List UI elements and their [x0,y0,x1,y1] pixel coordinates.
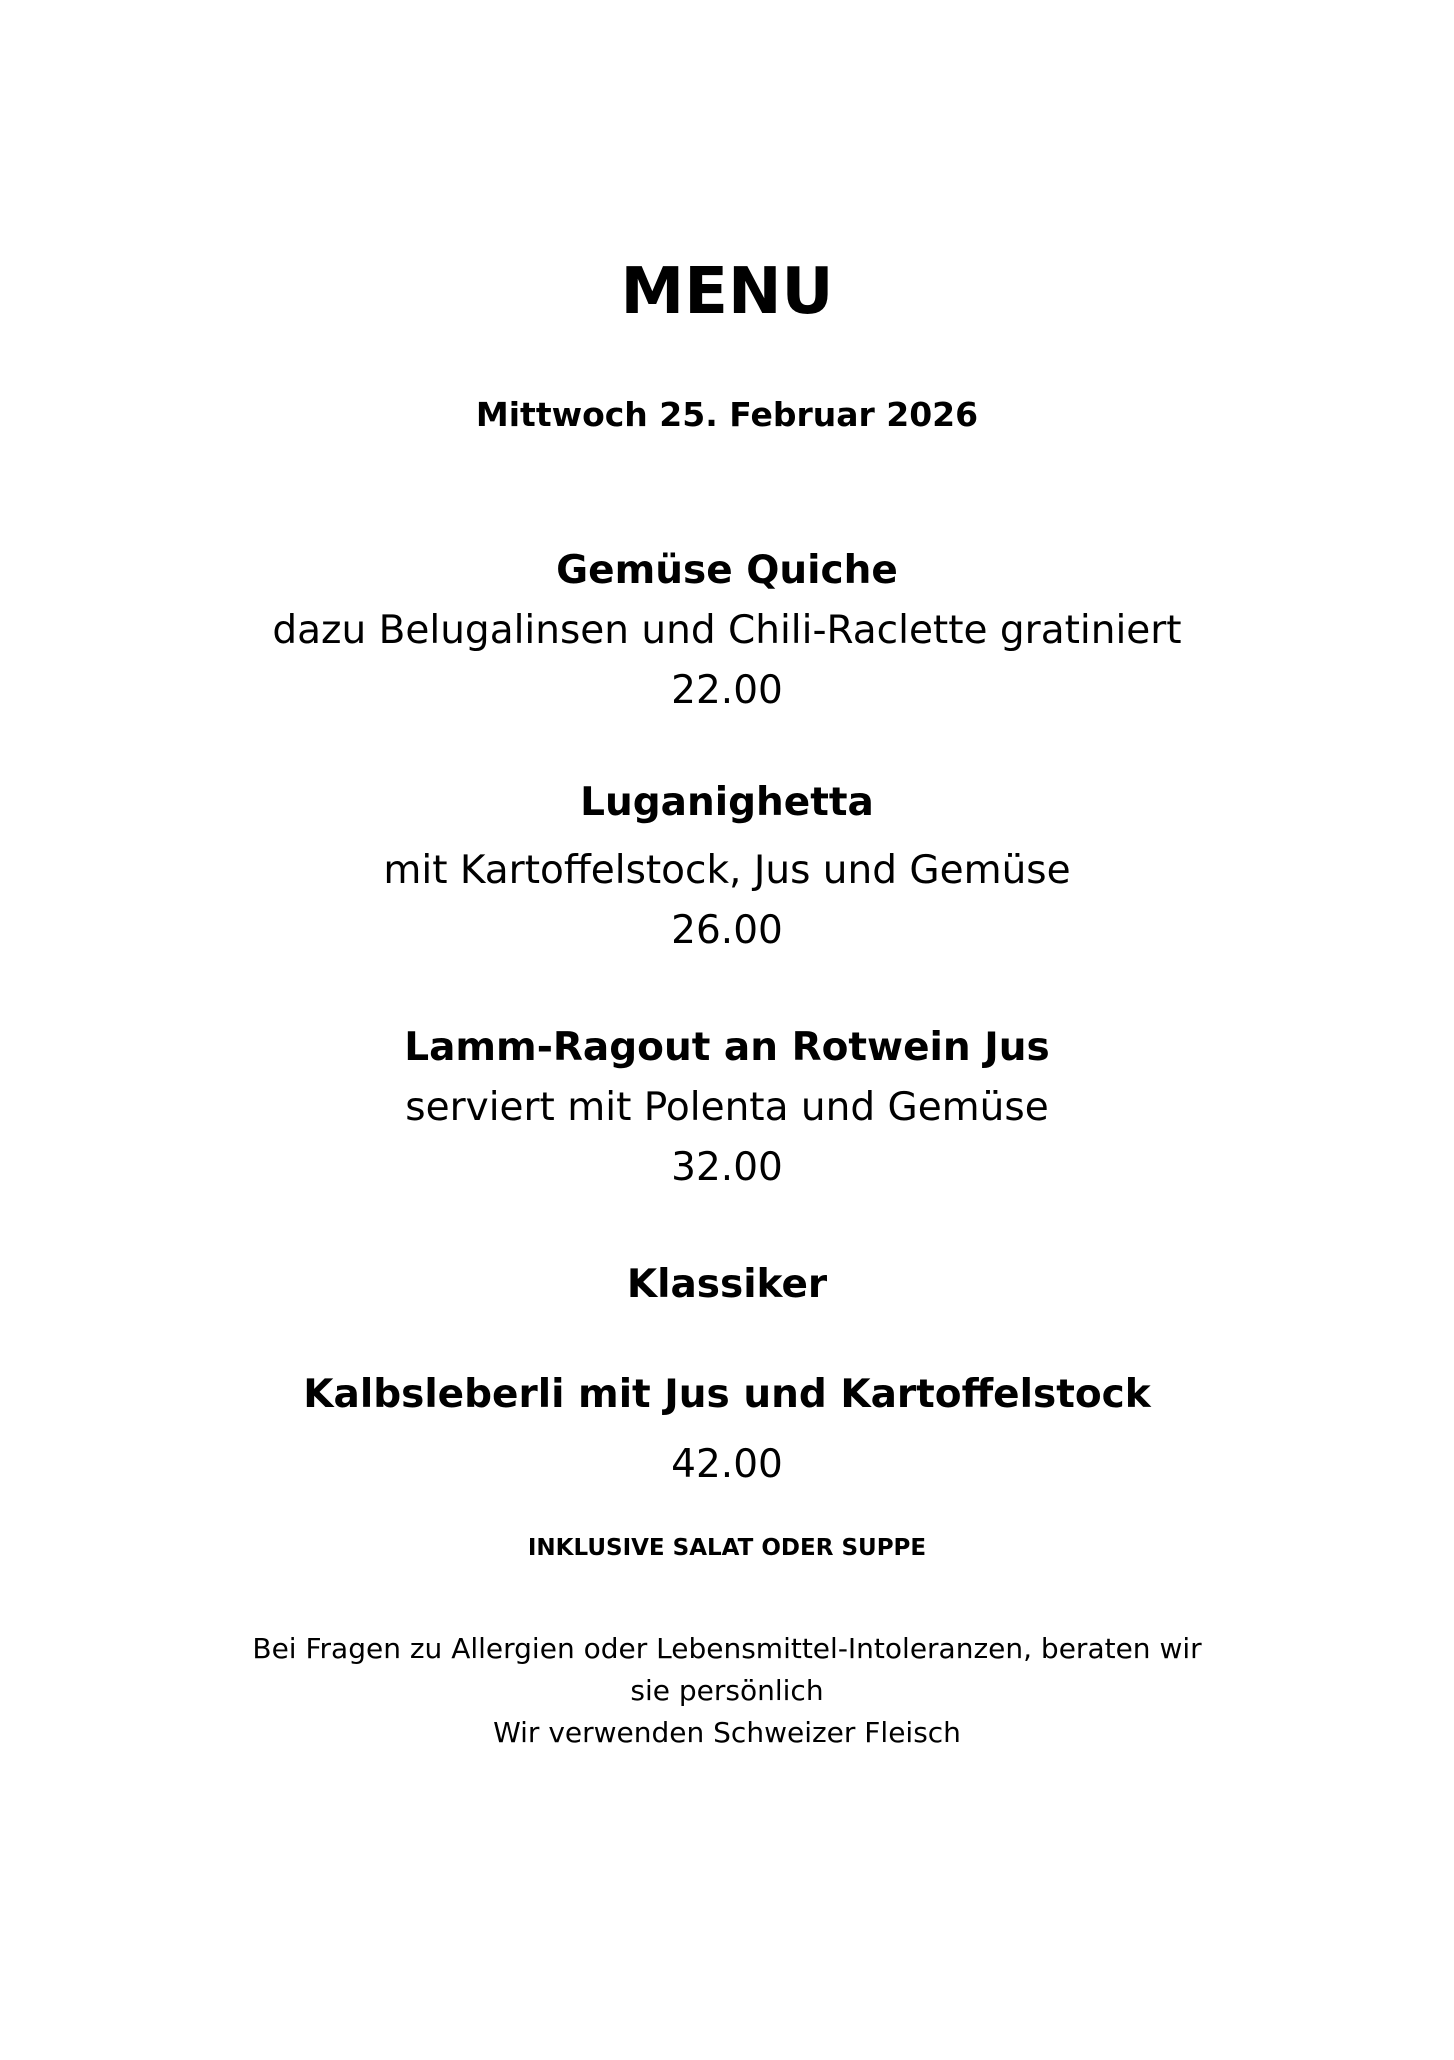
dish-price-2: 26.00 [671,908,783,953]
section-heading-classics: Klassiker [626,1262,828,1307]
dish-name-1: Gemüse Quiche [556,548,898,593]
dish-description-1: dazu Belugalinsen und Chili-Raclette gratiniert [272,608,1182,653]
dish-price-1: 22.00 [671,668,783,713]
classic-dish-name: Kalbsleberli mit Jus und Kartoffelstock [303,1372,1151,1417]
dish-price-3: 32.00 [671,1145,783,1190]
dish-name-2: Luganighetta [580,780,874,825]
menu-date: Mittwoch 25. Februar 2026 [475,395,979,434]
dish-description-2: mit Kartoffelstock, Jus und Gemüse [383,848,1071,893]
dish-name-3: Lamm-Ragout an Rotwein Jus [404,1025,1050,1070]
included-note: INKLUSIVE SALAT ODER SUPPE [527,1535,927,1561]
footer-meat-origin: Wir verwenden Schweizer Fleisch [493,1716,961,1749]
footer-allergy-line-1: Bei Fragen zu Allergien oder Lebensmittel-Intoleranzen, beraten wir [252,1632,1202,1665]
footer-allergy-line-2: sie persönlich [630,1674,824,1707]
classic-dish-price: 42.00 [671,1442,783,1487]
dish-description-3: serviert mit Polenta und Gemüse [405,1085,1049,1130]
page-title: MENU [620,255,834,329]
